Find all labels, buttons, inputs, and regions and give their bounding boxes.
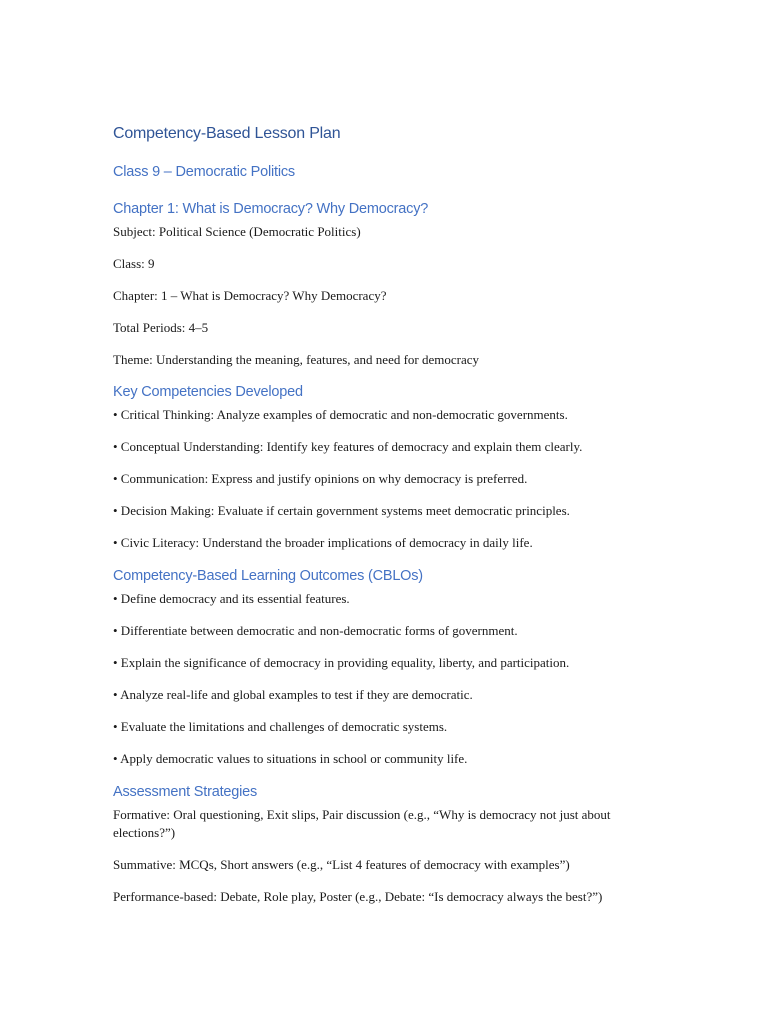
- info-chapter: Chapter: 1 – What is Democracy? Why Democracy?: [113, 288, 387, 303]
- assessment-summative: Summative: MCQs, Short answers (e.g., “List 4 features of democracy with examples”): [113, 857, 570, 872]
- competency-item: • Conceptual Understanding: Identify key features of democracy and explain them clearly.: [113, 439, 583, 454]
- info-class: Class: 9: [113, 256, 155, 271]
- competency-item: • Civic Literacy: Understand the broader implications of democracy in daily life.: [113, 535, 533, 550]
- competency-item: • Critical Thinking: Analyze examples of democratic and non-democratic governments.: [113, 407, 568, 422]
- info-theme: Theme: Understanding the meaning, features, and need for democracy: [113, 352, 480, 367]
- outcome-item: • Differentiate between democratic and non-democratic forms of government.: [113, 623, 518, 638]
- outcomes-heading: Competency-Based Learning Outcomes (CBLOs): [113, 568, 423, 584]
- outcome-item: • Define democracy and its essential features.: [113, 591, 350, 606]
- class-subtitle: Class 9 – Democratic Politics: [113, 164, 295, 180]
- outcome-item: • Explain the significance of democracy in providing equality, liberty, and participation.: [113, 655, 570, 670]
- chapter-heading: Chapter 1: What is Democracy? Why Democracy?: [113, 201, 429, 217]
- assessment-performance: Performance-based: Debate, Role play, Poster (e.g., Debate: “Is democracy always the best?”): [113, 889, 603, 904]
- document-title: Competency-Based Lesson Plan: [113, 125, 341, 142]
- competency-item: • Decision Making: Evaluate if certain government systems meet democratic principles.: [113, 503, 570, 518]
- assessment-formative: Formative: Oral questioning, Exit slips, Pair discussion (e.g., “Why is democracy not just about elections?”): [113, 807, 611, 840]
- outcome-item: • Evaluate the limitations and challenges of democratic systems.: [113, 719, 448, 734]
- competencies-heading: Key Competencies Developed: [113, 384, 303, 400]
- outcome-item: • Analyze real-life and global examples to test if they are democratic.: [113, 687, 473, 702]
- competency-item: • Communication: Express and justify opinions on why democracy is preferred.: [113, 471, 528, 486]
- info-subject: Subject: Political Science (Democratic Politics): [113, 224, 361, 239]
- assessment-heading: Assessment Strategies: [113, 784, 258, 800]
- info-periods: Total Periods: 4–5: [113, 320, 209, 335]
- outcome-item: • Apply democratic values to situations in school or community life.: [113, 751, 468, 766]
